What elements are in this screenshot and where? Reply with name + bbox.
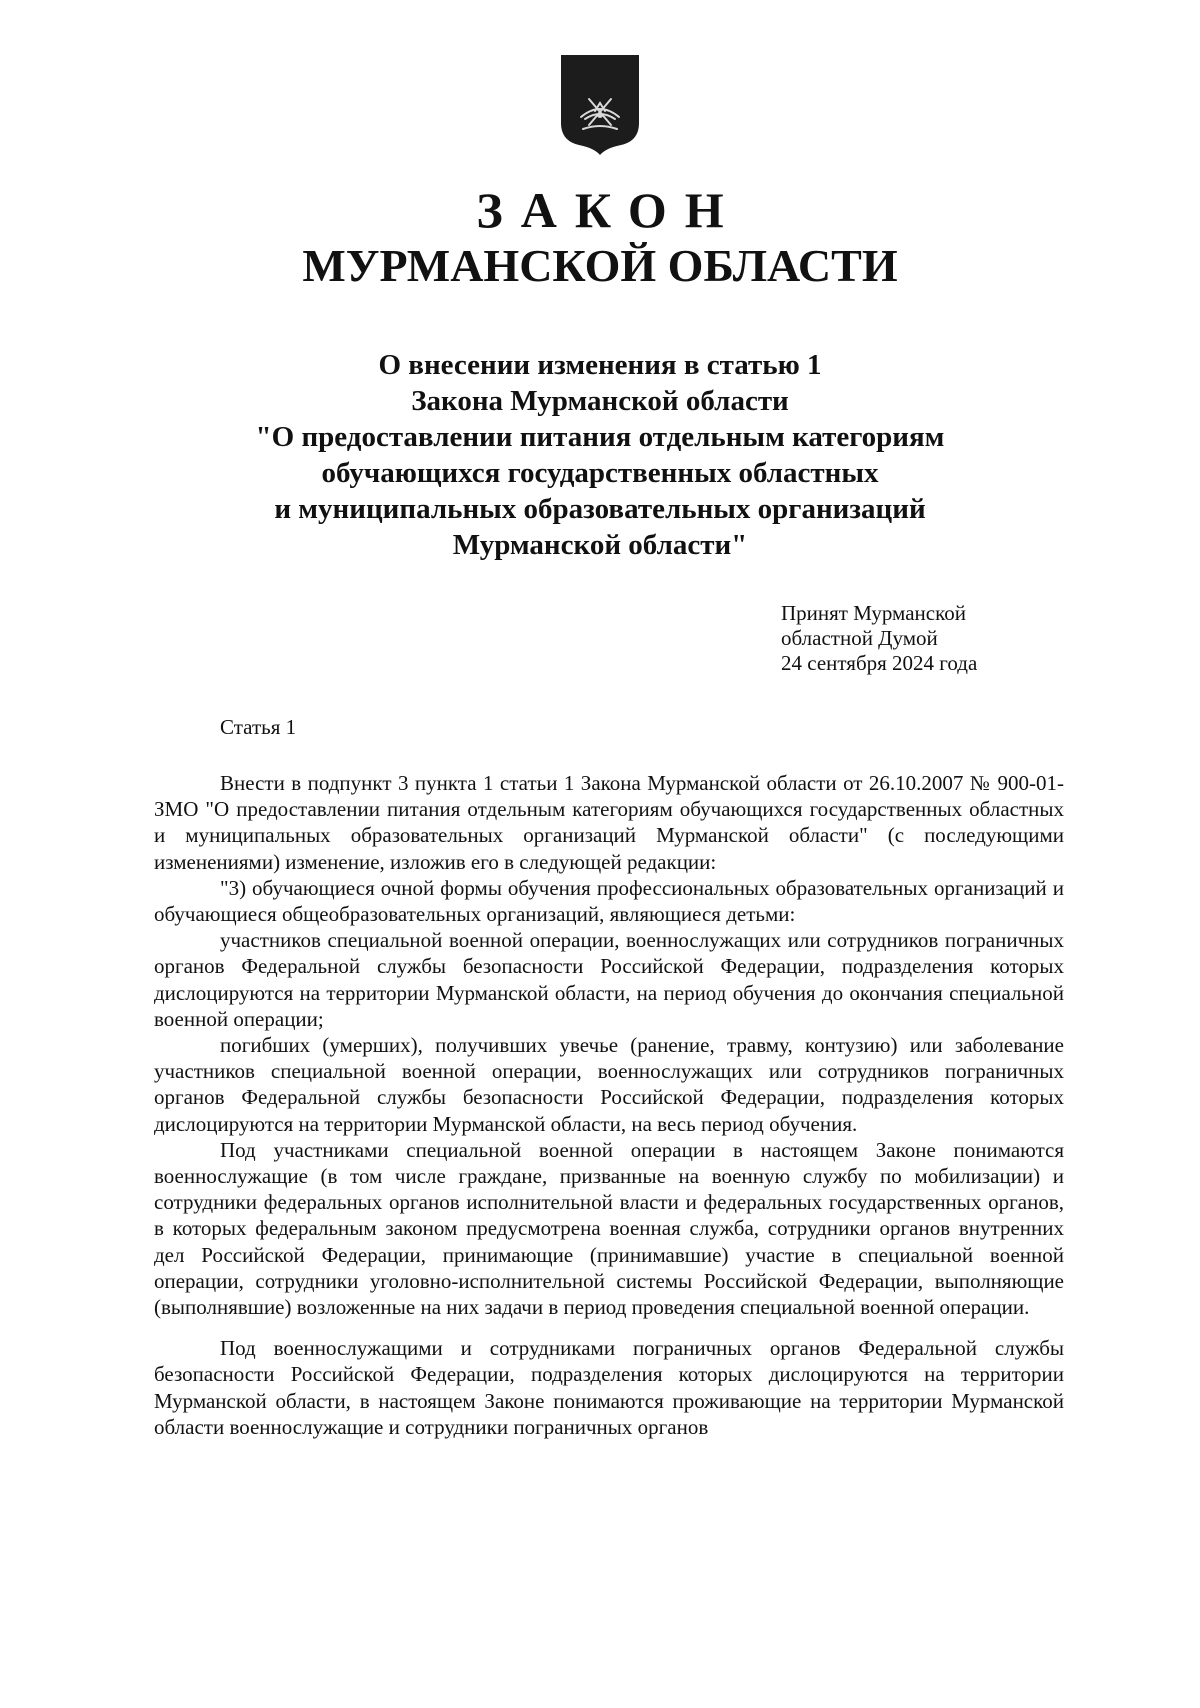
adoption-date: 24 сентября 2024 года — [781, 651, 978, 675]
article-paragraph: погибших (умерших), получивших увечье (ранение, травму, контузию) или заболевание участников специальной военной операции, военнослужащих или сотрудников пограничных органов Федеральной службы безопасности Российской Федерации, подразделения которых дислоцируются на территории Мурманской области, на весь период обучения. — [154, 1033, 1064, 1136]
article-paragraph: "3) обучающиеся очной формы обучения профессиональных образовательных организаций и обучающиеся общеобразовательных организаций, являющиеся детьми: — [154, 875, 1064, 927]
article-body — [154, 770, 1064, 1440]
law-subject — [200, 347, 1000, 563]
subject-line: Мурманской области" — [452, 529, 748, 561]
murmansk-coat-of-arms-icon — [559, 53, 641, 157]
adoption-line: областной Думой — [781, 626, 938, 650]
adoption-note — [781, 601, 977, 676]
law-region-title: МУРМАНСКОЙ ОБЛАСТИ — [302, 240, 898, 291]
article-paragraph: участников специальной военной операции, военнослужащих или сотрудников пограничных органов Федеральной службы безопасности Российской Федерации, подразделения которых дислоцируются на территории Мурманской области, на период обучения до окончания специальной военной операции; — [154, 928, 1064, 1031]
coat-of-arms-emblem — [559, 53, 641, 157]
law-title: ЗАКОН — [476, 182, 742, 238]
subject-line: обучающихся государственных областных — [321, 457, 879, 489]
subject-line: и муниципальных образовательных организаций — [274, 493, 926, 525]
article-paragraph: Под участниками специальной военной операции в настоящем Законе понимаются военнослужащие (в том числе граждане, призванные на военную службу по мобилизации) и сотрудники федеральных органов исполнительной власти и федеральных государственных органов, в которых федеральным законом предусмотрена военная служба, сотрудники органов внутренних дел Российской Федерации, принимающие (принимавшие) участие в специальной военной операции, сотрудники уголовно-исполнительной системы Российской Федерации, выполняющие (выполнявшие) возложенные на них задачи в период проведения специальной военной операции. — [154, 1137, 1064, 1320]
subject-line: Закона Мурманской области — [411, 385, 789, 417]
subject-line: "О предоставлении питания отдельным категориям — [255, 421, 945, 453]
subject-line: О внесении изменения в статью 1 — [378, 349, 822, 381]
article-paragraph: Внести в подпункт 3 пункта 1 статьи 1 Закона Мурманской области от 26.10.2007 № 900-01-ЗМО "О предоставлении питания отдельным категориям обучающихся государственных областных и муниципальных образовательных организаций Мурманской области" (с последующими изменениями) изменение, изложив его в следующей редакции: — [154, 771, 1064, 874]
article-paragraph: Под военнослужащими и сотрудниками пограничных органов Федеральной службы безопасности Российской Федерации, подразделения которых дислоцируются на территории Мурманской области, в настоящем Законе понимаются проживающие на территории Мурманской области военнослужащие и сотрудники пограничных органов — [154, 1336, 1064, 1439]
adoption-line: Принят Мурманской — [781, 601, 966, 625]
article-heading: Статья 1 — [220, 715, 297, 739]
